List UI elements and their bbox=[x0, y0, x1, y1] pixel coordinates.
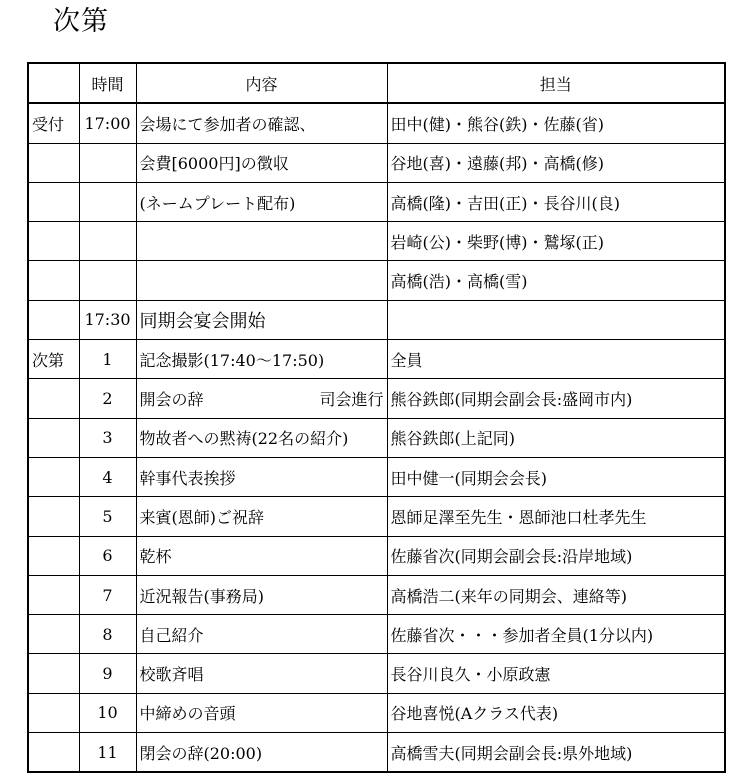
row-content bbox=[136, 654, 387, 693]
header-content: 内容 bbox=[136, 63, 387, 103]
row-content-text: 乾杯 bbox=[139, 547, 172, 567]
table-row bbox=[28, 143, 725, 182]
table-row bbox=[28, 733, 725, 773]
row-section bbox=[28, 261, 79, 300]
row-section bbox=[28, 733, 79, 773]
row-content bbox=[136, 340, 387, 379]
header-section bbox=[28, 63, 79, 103]
row-person: 高橋(浩)・高橋(雪) bbox=[387, 261, 725, 300]
row-content bbox=[136, 418, 387, 457]
row-person: 恩師足澤至先生・恩師池口杜孝先生 bbox=[387, 497, 725, 536]
row-section: 次第 bbox=[28, 340, 79, 379]
row-content bbox=[136, 693, 387, 732]
table-row bbox=[28, 536, 725, 575]
page-title: 次第 bbox=[53, 6, 109, 37]
row-section bbox=[28, 300, 79, 339]
row-content bbox=[136, 615, 387, 654]
row-content bbox=[136, 733, 387, 773]
row-person: 谷地喜悦(Aクラス代表) bbox=[387, 693, 725, 732]
table-row bbox=[28, 615, 725, 654]
row-content-text: 記念撮影(17:40～17:50) bbox=[139, 350, 325, 370]
row-time: 17:00 bbox=[79, 103, 136, 143]
row-content bbox=[136, 143, 387, 182]
table-row bbox=[28, 340, 725, 379]
row-content bbox=[136, 379, 387, 418]
row-content-text: 同期会宴会開始 bbox=[139, 310, 266, 332]
row-content-text: 校歌斉唱 bbox=[139, 665, 204, 685]
row-section bbox=[28, 654, 79, 693]
row-time: 10 bbox=[79, 693, 136, 732]
row-time bbox=[79, 261, 136, 300]
row-content-text: (ネームプレート配布) bbox=[139, 193, 296, 213]
table-row bbox=[28, 222, 725, 261]
row-content-text: 中締めの音頭 bbox=[139, 704, 236, 724]
row-person: 全員 bbox=[387, 340, 725, 379]
row-time: 17:30 bbox=[79, 300, 136, 339]
row-content-text: 閉会の辞(20:00) bbox=[139, 743, 263, 763]
table-row bbox=[28, 182, 725, 221]
row-person: 田中(健)・熊谷(鉄)・佐藤(省) bbox=[387, 103, 725, 143]
row-section bbox=[28, 418, 79, 457]
row-section bbox=[28, 615, 79, 654]
row-person: 田中健一(同期会会長) bbox=[387, 457, 725, 496]
row-content-text: 会費[6000円]の徴収 bbox=[139, 154, 289, 174]
row-section bbox=[28, 182, 79, 221]
row-content bbox=[136, 182, 387, 221]
row-content-text: 自己紹介 bbox=[139, 625, 204, 645]
row-content bbox=[136, 536, 387, 575]
row-section bbox=[28, 222, 79, 261]
row-person: 高橋(隆)・吉田(正)・長谷川(良) bbox=[387, 182, 725, 221]
row-person: 谷地(喜)・遠藤(邦)・高橋(修) bbox=[387, 143, 725, 182]
row-content bbox=[136, 261, 387, 300]
table-row bbox=[28, 575, 725, 614]
row-time: 4 bbox=[79, 457, 136, 496]
row-content-text: 開会の辞 bbox=[139, 390, 204, 410]
header-time: 時間 bbox=[79, 63, 136, 103]
row-person: 佐藤省次(同期会副会長:沿岸地域) bbox=[387, 536, 725, 575]
row-time: 8 bbox=[79, 615, 136, 654]
row-person: 高橋雪夫(同期会副会長:県外地域) bbox=[387, 733, 725, 773]
row-person: 岩崎(公)・柴野(博)・鷲塚(正) bbox=[387, 222, 725, 261]
row-time: 11 bbox=[79, 733, 136, 773]
row-content bbox=[136, 103, 387, 143]
row-time: 5 bbox=[79, 497, 136, 536]
table-row bbox=[28, 261, 725, 300]
row-content-text: 来賓(恩師)ご祝辞 bbox=[139, 507, 264, 527]
row-person: 熊谷鉄郎(上記同) bbox=[387, 418, 725, 457]
row-section: 受付 bbox=[28, 103, 79, 143]
table-row bbox=[28, 103, 725, 143]
row-person: 長谷川良久・小原政憲 bbox=[387, 654, 725, 693]
row-content-text: 物故者への黙祷(22名の紹介) bbox=[139, 429, 349, 449]
row-section bbox=[28, 497, 79, 536]
table-row bbox=[28, 693, 725, 732]
row-content bbox=[136, 575, 387, 614]
row-content-note: 司会進行 bbox=[319, 390, 384, 410]
row-time: 3 bbox=[79, 418, 136, 457]
schedule-table bbox=[27, 62, 726, 773]
table-row bbox=[28, 654, 725, 693]
row-time: 1 bbox=[79, 340, 136, 379]
row-time: 9 bbox=[79, 654, 136, 693]
row-time bbox=[79, 222, 136, 261]
row-content bbox=[136, 300, 387, 339]
table-row bbox=[28, 457, 725, 496]
row-person: 佐藤省次・・・参加者全員(1分以内) bbox=[387, 615, 725, 654]
row-section bbox=[28, 536, 79, 575]
row-person: 熊谷鉄郎(同期会副会長:盛岡市内) bbox=[387, 379, 725, 418]
row-content bbox=[136, 497, 387, 536]
row-section bbox=[28, 457, 79, 496]
table-body bbox=[28, 103, 725, 772]
header-person: 担当 bbox=[387, 63, 725, 103]
row-time: 6 bbox=[79, 536, 136, 575]
row-section bbox=[28, 575, 79, 614]
row-content-text: 幹事代表挨拶 bbox=[139, 468, 236, 488]
table-row bbox=[28, 379, 725, 418]
table-row bbox=[28, 497, 725, 536]
row-person: 高橋浩二(来年の同期会、連絡等) bbox=[387, 575, 725, 614]
row-content-text: 会場にて参加者の確認、 bbox=[139, 114, 316, 134]
row-time bbox=[79, 143, 136, 182]
row-section bbox=[28, 379, 79, 418]
row-content bbox=[136, 457, 387, 496]
table-row bbox=[28, 300, 725, 339]
row-time: 7 bbox=[79, 575, 136, 614]
table-header-row bbox=[28, 63, 725, 103]
row-content bbox=[136, 222, 387, 261]
row-time bbox=[79, 182, 136, 221]
row-time: 2 bbox=[79, 379, 136, 418]
row-section bbox=[28, 693, 79, 732]
row-person bbox=[387, 300, 725, 339]
row-content-text: 近況報告(事務局) bbox=[139, 586, 264, 606]
table-row bbox=[28, 418, 725, 457]
row-section bbox=[28, 143, 79, 182]
